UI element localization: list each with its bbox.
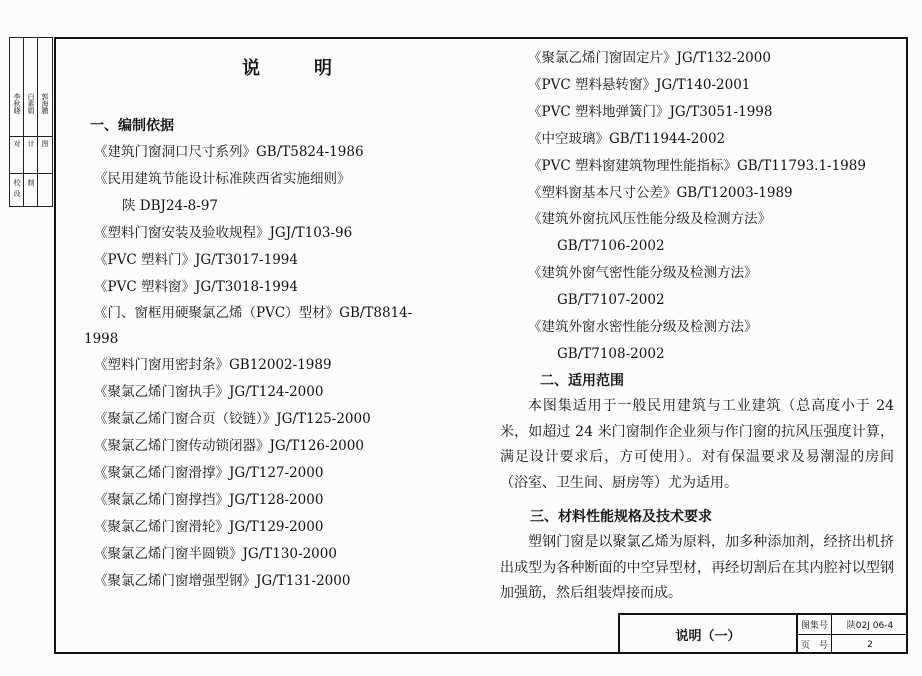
atlas-number-label: 图集号 <box>798 615 832 635</box>
reference-line: 《聚氯乙烯门窗增强型钢》JG/T131-2000 <box>94 573 351 589</box>
reference-line: 《聚氯乙烯门窗滑撑》JG/T127-2000 <box>94 465 324 481</box>
reference-line: 《建筑外窗抗风压性能分级及检测方法》 <box>528 211 771 227</box>
reference-line: 《建筑外窗气密性能分级及检测方法》 <box>528 265 758 281</box>
reference-line: 《聚氯乙烯门窗执手》JG/T124-2000 <box>94 384 324 400</box>
role-label: 校 <box>13 179 21 186</box>
reference-line: 《中空玻璃》GB/T11944-2002 <box>528 131 726 147</box>
role-label: 图 <box>41 140 49 147</box>
reference-line: 《聚氯乙烯门窗合页（铰链）》JG/T125-2000 <box>94 411 371 427</box>
reference-line: 《聚氯乙烯门窗固定片》JG/T132-2000 <box>528 50 771 66</box>
reference-line: GB/T7108-2002 <box>557 346 665 362</box>
reference-line: 陕 DBJ24-8-97 <box>122 198 219 214</box>
reference-line: 《塑料门窗用密封条》GB12002-1989 <box>94 357 332 373</box>
page-number-value: 2 <box>867 639 873 650</box>
reference-line: 《PVC 塑料窗建筑物理性能指标》GB/T11793.1-1989 <box>528 158 866 174</box>
reference-line: 《PVC 塑料悬转窗》JG/T140-2001 <box>528 77 751 93</box>
signer-name: 郭海鹏 <box>41 93 49 114</box>
role-label: 设 <box>13 190 21 197</box>
role-label: 制 <box>27 179 35 186</box>
title-block <box>618 613 908 654</box>
reference-line: 《PVC 塑料窗》JG/T3018-1994 <box>94 279 298 295</box>
role-label: 对 <box>13 140 21 147</box>
page-title: 说 明 <box>242 58 350 79</box>
reference-line: GB/T7107-2002 <box>557 292 665 308</box>
reference-line: 《塑料窗基本尺寸公差》GB/T12003-1989 <box>528 185 793 201</box>
reference-line: 《PVC 塑料地弹簧门》JG/T3051-1998 <box>528 104 773 120</box>
sheet-name: 说明（一） <box>620 615 798 654</box>
reference-line: 《聚氯乙烯门窗撑挡》JG/T128-2000 <box>94 492 324 508</box>
section-heading: 三、材料性能规格及技术要求 <box>530 509 712 525</box>
reference-line: GB/T7106-2002 <box>557 238 665 254</box>
page-number-label: 页 号 <box>798 635 832 654</box>
materials-paragraph: 塑钢门窗是以聚氯乙烯为原料，加多种添加剂，经挤出机挤出成型为各种断面的中空异型材，再经切割后在其内腔衬以型钢加强筋，然后组装焊接而成。 <box>500 534 894 601</box>
signer-name: 白素娟 <box>27 93 35 114</box>
signature-strip <box>9 37 53 207</box>
reference-line: 《建筑门窗洞口尺寸系列》GB/T5824-1986 <box>94 144 364 160</box>
reference-line: 1998 <box>84 331 119 347</box>
reference-line: 《聚氯乙烯门窗半圆锁》JG/T130-2000 <box>94 546 337 562</box>
role-label: 计 <box>27 140 35 147</box>
section-heading: 二、适用范围 <box>540 373 624 389</box>
section-heading: 一、编制依据 <box>90 118 174 134</box>
reference-line: 《PVC 塑料门》JG/T3017-1994 <box>94 252 298 268</box>
reference-line: 《民用建筑节能设计标准陕西省实施细则》 <box>94 171 351 187</box>
reference-line: 《聚氯乙烯门窗滑轮》JG/T129-2000 <box>94 519 324 535</box>
atlas-number-value: 陕02J 06-4 <box>832 615 908 635</box>
reference-line: 《建筑外窗水密性能分级及检测方法》 <box>528 319 758 335</box>
reference-line: 《塑料门窗安装及验收规程》JGJ/T103-96 <box>94 225 353 241</box>
scope-paragraph: 本图集适用于一般民用建筑与工业建筑（总高度小于 24 米，如超过 24 米门窗制作企业须与作门窗的抗风压强度计算，满足设计要求后，方可使用）。对有保温要求及易潮湿的房间（浴室、卫生间、厨房等）尤为适用。 <box>500 398 894 491</box>
reference-line: 《聚氯乙烯门窗传动锁闭器》JG/T126-2000 <box>94 438 364 454</box>
signer-name: 李秋晓 <box>13 93 21 114</box>
reference-line: 《门、窗框用硬聚氯乙烯（PVC）型材》GB/T8814- <box>94 305 413 321</box>
